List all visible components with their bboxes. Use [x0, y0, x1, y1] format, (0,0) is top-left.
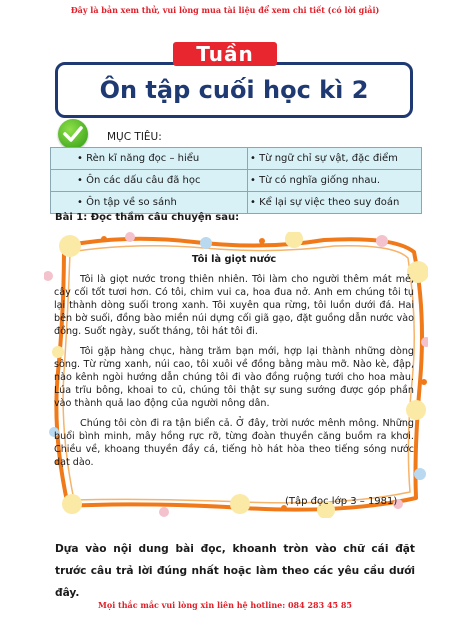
- objectives-heading: MỤC TIÊU:: [107, 131, 162, 143]
- story: [54, 253, 414, 476]
- exercise-heading: Bài 1: Đọc thầm câu chuyện sau:: [55, 212, 240, 223]
- objectives-table: [50, 147, 422, 214]
- objective-item: • Ôn các dấu câu đã học: [51, 170, 248, 192]
- objective-item: • Ôn tập về so sánh: [51, 192, 248, 214]
- preview-notice: Đây là bản xem thử, vui lòng mua tài liệu để xem chi tiết (có lời giải): [70, 5, 380, 15]
- story-source: (Tập đọc lớp 3 – 1981): [285, 496, 398, 507]
- objective-row: [51, 148, 422, 170]
- story-paragraph: Chúng tôi còn đi ra tận biển cả. Ở đây, trời nước mênh mông. Những buổi bình minh, mây hồng rực rỡ, từng đoàn thuyền căng buồm ra khơi. Chiều về, khoang thuyền đầy cá, tiếng hò hát hòa theo tiếng sóng nước dạt dào.: [54, 418, 414, 468]
- objective-item: • Kể lại sự việc theo suy đoán: [248, 192, 422, 214]
- check-icon: [58, 119, 88, 149]
- story-title: Tôi là giọt nước: [191, 254, 277, 265]
- story-paragraph: Tôi là giọt nước trong thiên nhiên. Tôi làm cho người thêm mát mẻ, cây cối tốt tươi hơn. Có tôi, chim vui ca, hoa đua nở. Anh em chúng tôi tụ lại thành dòng suối trong xanh. Tôi xuyên qua rừng, tôi luồn dưới đá. Hai bên bờ suối, đồng bào miền núi dựng cối giã gạo, đặt guồng dẫn nước vào đồng. Suốt ngày, suốt tháng, tôi hát tôi đi.: [54, 274, 414, 337]
- week-tab: Tuần: [173, 42, 277, 66]
- objective-item: • Từ ngữ chỉ sự vật, đặc điểm: [248, 148, 422, 170]
- question-instruction: Dựa vào nội dung bài đọc, khoanh tròn vào chữ cái đặt trước câu trả lời đúng nhất hoặc làm theo các yêu cầu dưới đây.: [55, 543, 415, 599]
- objective-item: • Rèn kĩ năng đọc – hiểu: [51, 148, 248, 170]
- objective-row: [51, 192, 422, 214]
- title-box: [55, 62, 413, 118]
- contact-notice: Mọi thắc mắc vui lòng xin liên hệ hotline: 084 283 45 85: [98, 600, 352, 610]
- page-title: Ôn tập cuối học kì 2: [99, 76, 369, 104]
- objective-row: [51, 170, 422, 192]
- story-paragraph: Tôi gặp hàng chục, hàng trăm bạn mới, hợp lại thành những dòng sông. Từ rừng xanh, núi cao, tôi xuôi về đồng bằng màu mỡ. Nào kè, đập, nào kênh ngòi hướng dẫn chúng tôi đi vào đồng ruộng tưới cho hoa màu. Lúa trĩu bông, khoai to củ, chúng tôi thật sự sung sướng được góp phần vào thành quả lao động của người nông dân.: [54, 346, 414, 409]
- objective-item: • Từ có nghĩa giống nhau.: [248, 170, 422, 192]
